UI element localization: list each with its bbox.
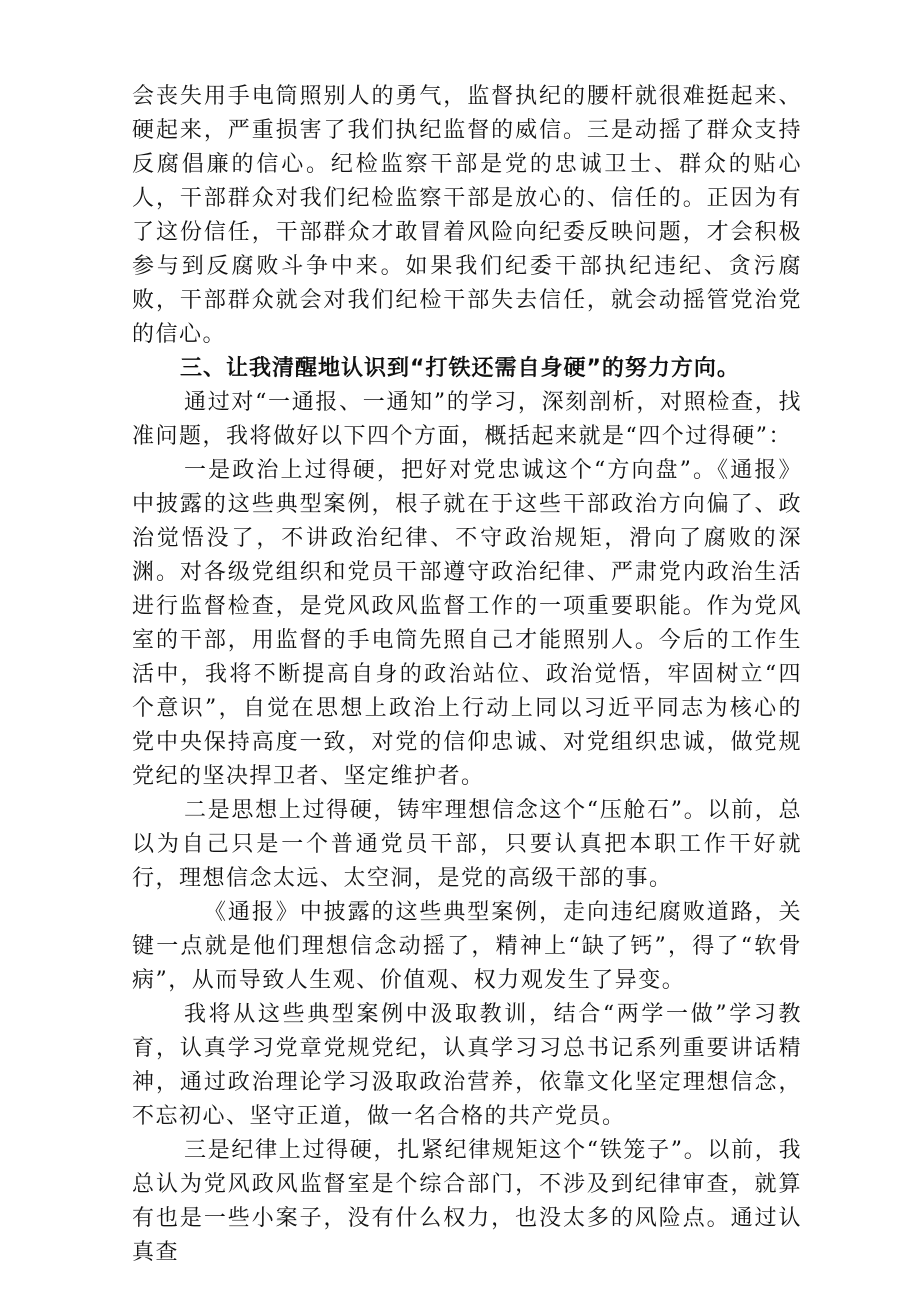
body-paragraph-discipline: 三是纪律上过得硬，扎紧纪律规矩这个“铁笼子”。以前，我总认为党风政风监督室是个综合部门，不涉及到纪律审查，就算有也是一些小案子，没有什么权力，也没太多的风险点。通过认真查 <box>132 1138 802 1265</box>
body-paragraph-continued: 会丧失用手电筒照别人的勇气，监督执纪的腰杆就很难挺起来、硬起来，严重损害了我们执纪监督的威信。三是动摇了群众支持反腐倡廉的信心。纪检监察干部是党的忠诚卫士、群众的贴心人，干部群众对我们纪检监察干部是放心的、信任的。正因为有了这份信任，干部群众才敢冒着风险向纪委反映问题，才会积极参与到反腐败斗争中来。如果我们纪委干部执纪违纪、贪污腐败，干部群众就会对我们纪检干部失去信任，就会动摇管党治党的信心。 <box>132 84 802 347</box>
body-paragraph-intro: 通过对“一通报、一通知”的学习，深刻剖析，对照检查，找准问题，我将做好以下四个方面，概括起来就是“四个过得硬”： <box>132 390 802 449</box>
document-body <box>132 80 802 1270</box>
body-paragraph-political: 一是政治上过得硬，把好对党忠诚这个“方向盘”。《通报》中披露的这些典型案例，根子就在于这些干部政治方向偏了、政治觉悟没了，不讲政治纪律、不守政治规矩，滑向了腐败的深渊。对各级党组织和党员干部遵守政治纪律、严肃党内政治生活进行监督检查，是党风政风监督工作的一项重要职能。作为党风室的干部，用监督的手电筒先照自己才能照别人。今后的工作生活中，我将不断提高自身的政治站位、政治觉悟，牢固树立“四个意识”，自觉在思想上政治上行动上同以习近平同志为核心的党中央保持高度一致，对党的信仰忠诚、对党组织忠诚，做党规党纪的坚决捍卫者、坚定维护者。 <box>132 458 802 789</box>
body-paragraph-ideological: 二是思想上过得硬，铸牢理想信念这个“压舱石”。以前，总以为自己只是一个普通党员干部，只要认真把本职工作干好就行，理想信念太远、太空洞，是党的高级干部的事。 <box>132 798 802 891</box>
body-paragraph-cases: 《通报》中披露的这些典型案例，走向违纪腐败道路，关键一点就是他们理想信念动摇了，精神上“缺了钙”，得了“软骨病”，从而导致人生观、价值观、权力观发生了异变。 <box>132 900 802 993</box>
body-paragraph-lessons: 我将从这些典型案例中汲取教训，结合“两学一做”学习教育，认真学习党章党规党纪，认真学习习总书记系列重要讲话精神，通过政治理论学习汲取政治营养，依靠文化坚定理想信念，不忘初心、坚守正道，做一名合格的共产党员。 <box>132 1002 802 1129</box>
section-heading-3: 三、让我清醒地认识到“打铁还需自身硬”的努力方向。 <box>180 356 740 381</box>
